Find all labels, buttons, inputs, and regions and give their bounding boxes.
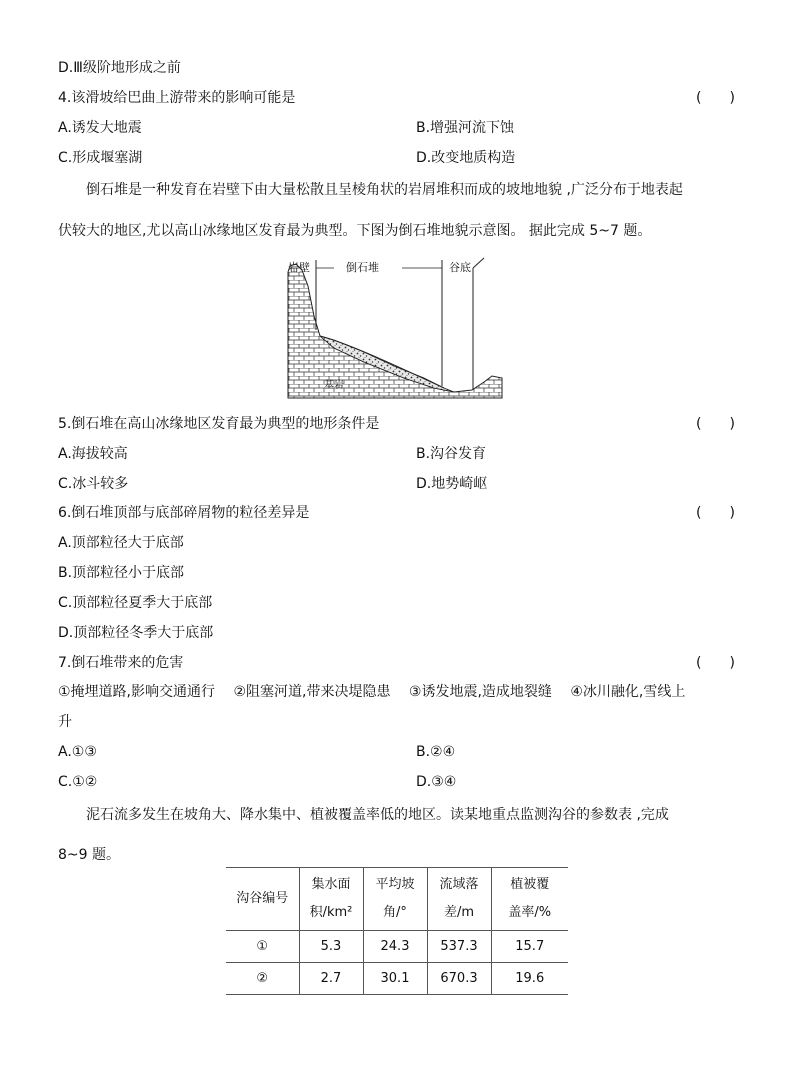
table-cell: 19.6 <box>491 963 568 995</box>
table-cell: 15.7 <box>491 931 568 963</box>
intro-5-7-line1: 倒石堆是一种发育在岩壁下由大量松散且呈棱角状的岩屑堆积而成的坡地地貌 ,广泛分布于地表起 <box>86 182 683 198</box>
q4-option-b: B.增强河流下蚀 <box>416 120 515 136</box>
q7-items-line2: 升 <box>58 714 72 730</box>
q6-stem: 6.倒石堆顶部与底部碎屑物的粒径差异是 <box>58 505 310 521</box>
q6-option-b: B.顶部粒径小于底部 <box>58 565 185 581</box>
q6-answer-paren: ( ) <box>696 505 735 521</box>
table-cell: 30.1 <box>363 963 427 995</box>
q6-option-d: D.顶部粒径冬季大于底部 <box>58 625 214 641</box>
table-cell: ② <box>226 963 299 995</box>
q7-option-b: B.②④ <box>416 744 456 760</box>
q7-option-a: A.①③ <box>58 744 97 760</box>
intro-8-9-line1: 泥石流多发生在坡角大、降水集中、植被覆盖率低的地区。读某地重点监测沟谷的参数表 ,完成 <box>86 807 669 823</box>
intro-8-9-line2: 8~9 题。 <box>58 847 120 863</box>
table-header-cell: 植被覆 盖率/% <box>491 868 568 931</box>
table-cell: 5.3 <box>299 931 363 963</box>
table-header-cell: 流域落 差/m <box>427 868 491 931</box>
q5-answer-paren: ( ) <box>696 416 735 432</box>
intro-5-7-line2: 伏较大的地区,尤以高山冰缘地区发育最为典型。下图为倒石堆地貌示意图。 据此完成 5~7 题。 <box>58 223 652 239</box>
table-cell: 537.3 <box>427 931 491 963</box>
q7-option-d: D.③④ <box>416 774 457 790</box>
gully-parameter-table <box>226 867 568 995</box>
q5-option-b: B.沟谷发育 <box>416 446 487 462</box>
q5-stem: 5.倒石堆在高山冰缘地区发育最为典型的地形条件是 <box>58 416 380 432</box>
q7-stem: 7.倒石堆带来的危害 <box>58 655 184 671</box>
q4-stem: 4.该滑坡给巴曲上游带来的影响可能是 <box>58 90 296 106</box>
q6-option-c: C.顶部粒径夏季大于底部 <box>58 595 213 611</box>
table-row <box>226 931 568 963</box>
diagram-label-bedrock: 基岩 <box>324 380 344 391</box>
table-header-cell: 集水面 积/km² <box>299 868 363 931</box>
table-cell: ① <box>226 931 299 963</box>
table-row <box>226 963 568 995</box>
q4-answer-paren: ( ) <box>696 90 735 106</box>
table-cell: 24.3 <box>363 931 427 963</box>
bedrock-shape <box>288 264 502 398</box>
q7-answer-paren: ( ) <box>696 655 735 671</box>
table-header-row <box>226 868 568 931</box>
diagram-label-talus: 倒石堆 <box>346 261 379 274</box>
q5-option-a: A.海拔较高 <box>58 446 128 462</box>
diagram-label-valley: 谷底 <box>449 261 471 274</box>
q4-option-c: C.形成堰塞湖 <box>58 150 143 166</box>
table-cell: 670.3 <box>427 963 491 995</box>
q4-option-d: D.改变地质构造 <box>416 150 516 166</box>
diagram-label-wall: 岩壁 <box>288 261 310 274</box>
q3-option-d: D.Ⅲ级阶地形成之前 <box>58 60 181 76</box>
q7-items-line1: ①掩埋道路,影响交通通行 ②阻塞河道,带来决堤隐患 ③诱发地震,造成地裂缝 ④冰川融化,雪线上 <box>58 684 686 700</box>
q7-option-c: C.①② <box>58 774 98 790</box>
q5-option-c: C.冰斗较多 <box>58 476 129 492</box>
q5-option-d: D.地势崎岖 <box>416 476 488 492</box>
table-cell: 2.7 <box>299 963 363 995</box>
table-header-cell: 平均坡 角/° <box>363 868 427 931</box>
table-header-cell: 沟谷编号 <box>226 868 299 931</box>
q6-option-a: A.顶部粒径大于底部 <box>58 535 184 551</box>
talus-diagram <box>284 256 506 402</box>
q4-option-a: A.诱发大地震 <box>58 120 142 136</box>
